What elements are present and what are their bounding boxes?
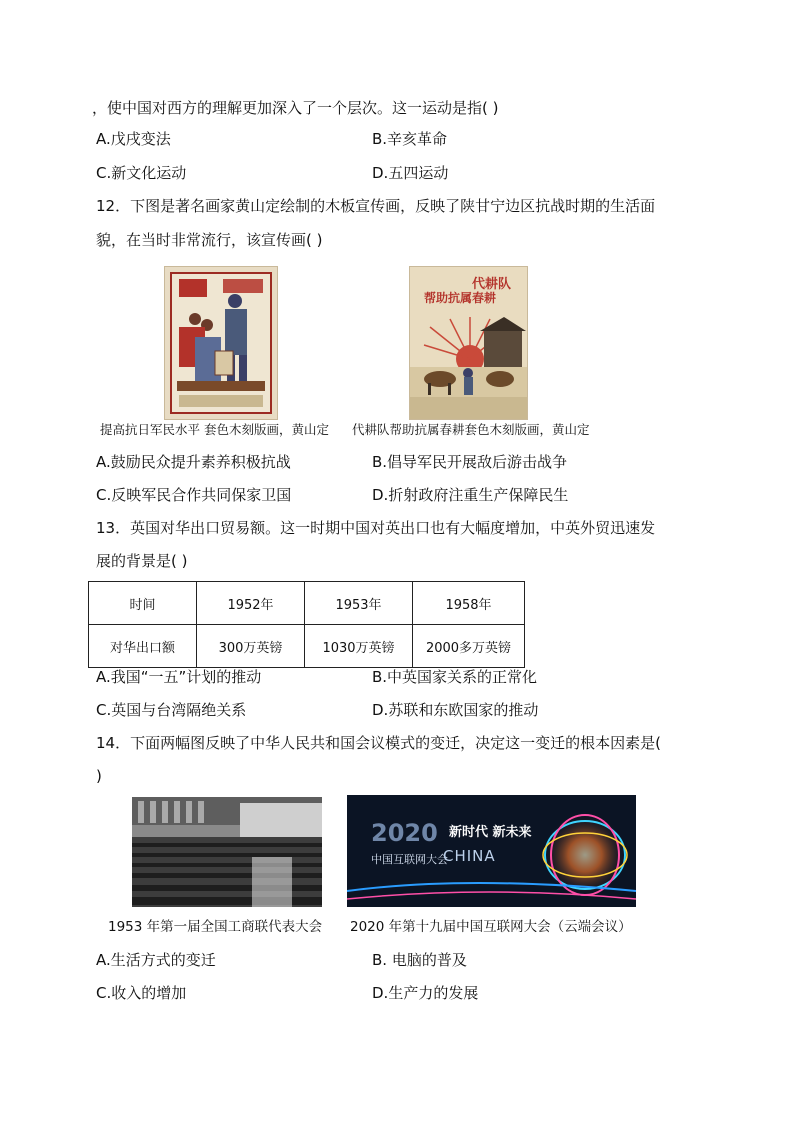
table-cell: 对华出口额 — [89, 625, 197, 668]
banner-year: 2020 — [371, 819, 438, 847]
q13-option-a[interactable]: A.我国“一五”计划的推动 — [96, 668, 262, 686]
q12-option-a[interactable]: A.鼓励民众提升素养积极抗战 — [96, 453, 291, 471]
woodcut-title-left: 帮助抗属春耕 — [424, 291, 497, 305]
banner-slogan: 新时代 新未来 — [449, 825, 532, 840]
woodcut-title-right: 代耕队 — [472, 277, 512, 292]
q14-option-c[interactable]: C.收入的增加 — [96, 984, 187, 1002]
q13-option-b[interactable]: B.中英国家关系的正常化 — [372, 668, 538, 686]
q12-stem-line1: 12．下图是著名画家黄山定绘制的木板宣传画，反映了陕甘宁边区抗战时期的生活面 — [96, 197, 656, 215]
q12-option-c[interactable]: C.反映军民合作共同保家卫国 — [96, 486, 292, 504]
q14-option-b[interactable]: B. 电脑的普及 — [372, 951, 467, 969]
table-row — [89, 582, 525, 625]
table-cell: 1030万英镑 — [305, 625, 413, 668]
q11-option-a[interactable]: A.戊戌变法 — [96, 130, 171, 148]
q11-option-c[interactable]: C.新文化运动 — [96, 164, 187, 182]
table-cell: 300万英镑 — [197, 625, 305, 668]
q13-option-d[interactable]: D.苏联和东欧国家的推动 — [372, 701, 539, 719]
photo-1953-conference — [132, 797, 322, 907]
q14-stem-line1: 14．下面两幅图反映了中华人民共和国会议模式的变迁，决定这一变迁的根本因素是( — [96, 734, 661, 752]
q14-option-a[interactable]: A.生活方式的变迁 — [96, 951, 216, 969]
q12-option-d[interactable]: D.折射政府注重生产保障民生 — [372, 486, 569, 504]
woodcut-print-farming-team — [409, 266, 528, 420]
banner-2020-internet-conference — [347, 795, 636, 907]
q12-image1-caption: 提高抗日军民水平 套色木刻版画，黄山定 — [100, 422, 329, 437]
q12-option-b[interactable]: B.倡导军民开展敌后游击战争 — [372, 453, 568, 471]
banner-en-name: CHINA — [443, 847, 496, 865]
q14-option-d[interactable]: D.生产力的发展 — [372, 984, 479, 1002]
table-header-cell: 1953年 — [305, 582, 413, 625]
q11-option-d[interactable]: D.五四运动 — [372, 164, 449, 182]
q13-option-c[interactable]: C.英国与台湾隔绝关系 — [96, 701, 247, 719]
q13-stem-line1: 13．英国对华出口贸易额。这一时期中国对英出口也有大幅度增加，中英外贸迅速发 — [96, 519, 656, 537]
q14-stem-line2: ) — [96, 767, 102, 785]
q14-image2-caption: 2020 年第十九届中国互联网大会（云端会议） — [350, 919, 632, 935]
q14-image1-caption: 1953 年第一届全国工商联代表大会 — [108, 919, 323, 935]
woodcut-print-military-civilian — [164, 266, 278, 420]
q12-stem-line2: 貌，在当时非常流行，该宣传画( ) — [96, 231, 323, 249]
table-cell: 2000多万英镑 — [413, 625, 525, 668]
banner-cn-name: 中国互联网大会 — [371, 853, 448, 866]
q12-image2-caption: 代耕队帮助抗属春耕套色木刻版画，黄山定 — [352, 422, 590, 437]
table-header-cell: 1958年 — [413, 582, 525, 625]
q13-stem-line2: 展的背景是( ) — [96, 552, 188, 570]
export-trade-table — [88, 581, 525, 668]
q11-stem-tail: ，使中国对西方的理解更加深入了一个层次。这一运动是指( ) — [92, 99, 499, 117]
table-header-cell: 1952年 — [197, 582, 305, 625]
table-row — [89, 625, 525, 668]
q11-option-b[interactable]: B.辛亥革命 — [372, 130, 448, 148]
table-header-cell: 时间 — [89, 582, 197, 625]
